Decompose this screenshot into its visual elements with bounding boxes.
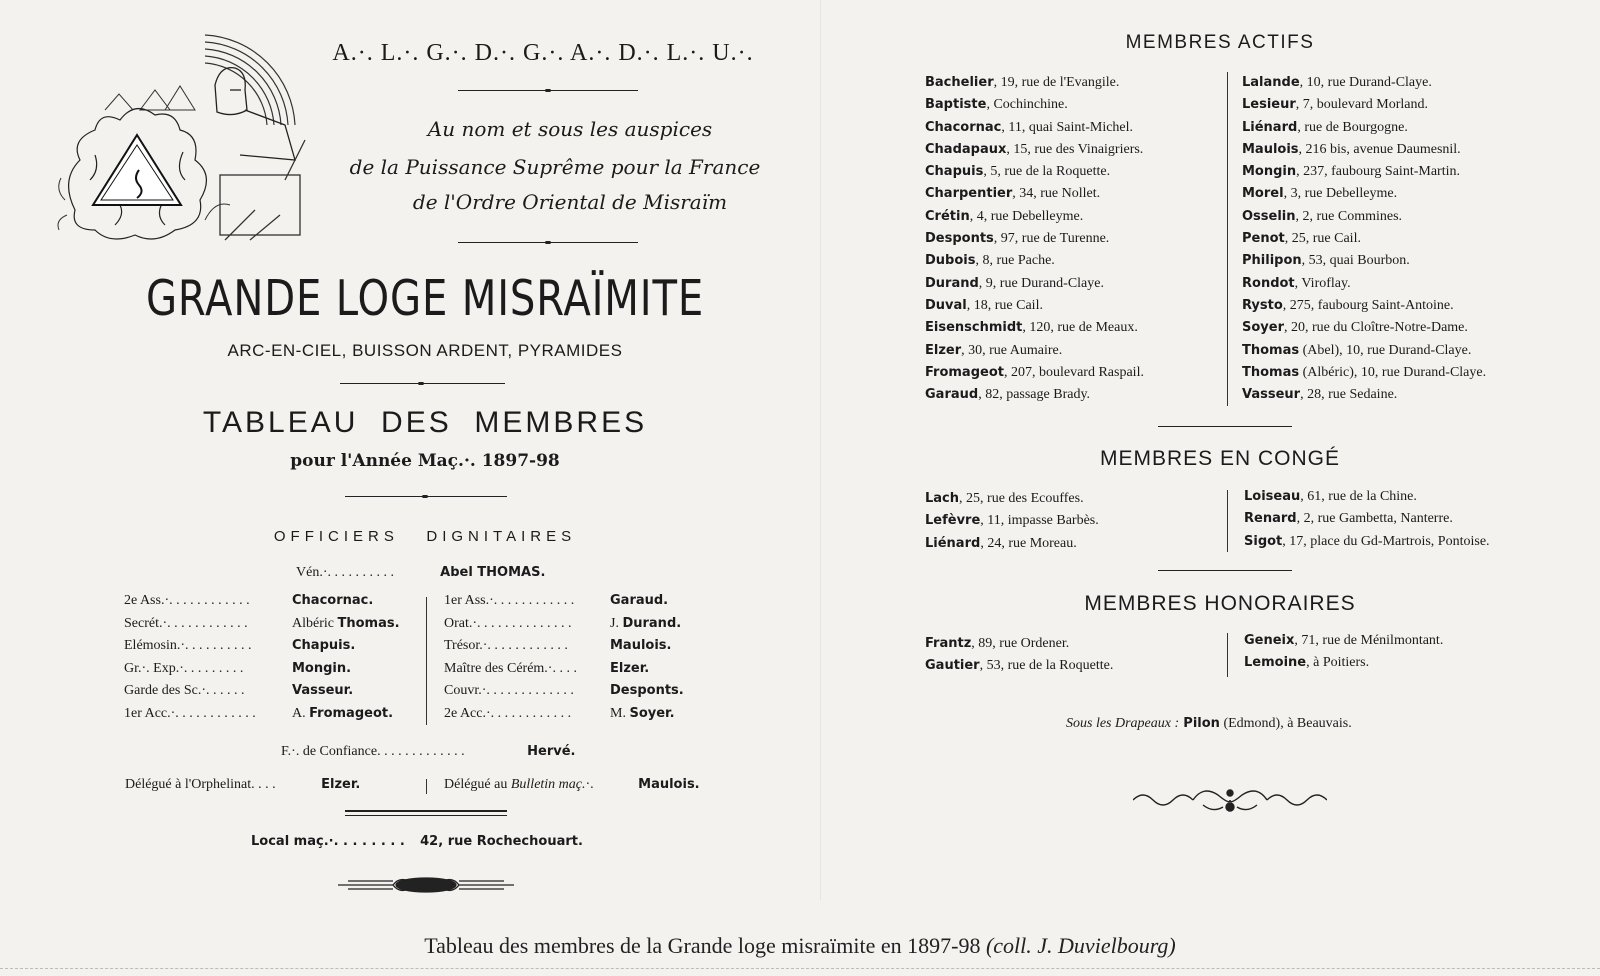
member-name: Thomas [1242, 342, 1300, 358]
member-address: , 89, rue Ordener. [971, 636, 1070, 651]
member-address: , 9, rue Durand-Claye. [978, 275, 1104, 291]
honoraires-left-list [925, 633, 1113, 678]
member-address: , 207, boulevard Raspail. [1003, 364, 1144, 380]
delegate-bulletin: Délégué au Bulletin maç.·. Maulois. [444, 777, 700, 792]
member-name: Charpentier [925, 186, 1013, 202]
double-rule [345, 810, 507, 812]
officer-row [444, 638, 671, 654]
member-row [925, 362, 1144, 384]
ornament-dot [422, 495, 428, 498]
member-row [1244, 630, 1443, 652]
member-row [925, 295, 1144, 317]
officer-firstname: J. [610, 615, 623, 631]
lodge-title: GRANDE LOGE MISRAÏMITE [145, 270, 705, 327]
member-address: (Abel), 10, rue Durand-Claye. [1299, 342, 1472, 358]
actifs-divider [1227, 72, 1228, 406]
member-name: Chacornac [925, 119, 1002, 135]
member-name: Bachelier [925, 75, 994, 90]
member-row [1242, 273, 1486, 295]
officer-name: Soyer. [629, 706, 675, 721]
member-name: Renard [1244, 511, 1297, 527]
member-name: Vasseur [1242, 387, 1301, 403]
member-row [1244, 652, 1443, 674]
emblem-illustration [55, 30, 310, 255]
honoraires-right-list [1244, 630, 1443, 675]
member-name: Osselin [1242, 208, 1296, 224]
officer-title: Couvr.·. . . . . . . . . . . . . [444, 683, 574, 699]
member-address: , 19, rue de l'Evangile. [993, 75, 1120, 90]
officer-title: Garde des Sc.·. . . . . . [124, 683, 245, 699]
officer-title: 2e Acc.·. . . . . . . . . . . . [444, 706, 572, 721]
member-row [1242, 183, 1486, 205]
page-fold [820, 0, 821, 900]
officers-divider [426, 597, 427, 725]
member-name: Durand [925, 275, 979, 291]
member-row [1242, 228, 1486, 250]
officer-row [444, 706, 675, 722]
member-name: Chadapaux [925, 141, 1007, 157]
member-address: , 11, quai Saint-Michel. [1001, 119, 1134, 135]
member-name: Penot [1242, 231, 1285, 247]
member-name: Fromageot [925, 364, 1004, 380]
member-address: , 5, rue de la Roquette. [983, 164, 1111, 180]
member-address: , 11, impasse Barbès. [980, 513, 1099, 529]
member-row [1242, 72, 1486, 94]
member-name: Rysto [1242, 297, 1283, 313]
member-row [925, 340, 1144, 362]
member-name: Crétin [925, 208, 970, 224]
member-name: Liénard [925, 535, 981, 551]
member-address: , 10, rue Durand-Claye. [1299, 75, 1432, 90]
officer-title: 1er Ass.·. . . . . . . . . . . . [444, 593, 575, 608]
ornament-dot [418, 382, 424, 385]
member-address: , Viroflay. [1294, 275, 1351, 291]
officer-row [124, 683, 353, 699]
officer-row [124, 638, 355, 654]
actifs-left-list [925, 72, 1144, 406]
member-row [925, 317, 1144, 339]
member-name: Dubois [925, 253, 976, 269]
tableau-title: TABLEAU DES MEMBRES [202, 406, 648, 439]
delegate-divider [426, 779, 427, 794]
honoraires-heading: MEMBRES HONORAIRES [1084, 592, 1356, 615]
flourish-ornament [338, 874, 514, 896]
member-name: Liénard [1242, 119, 1298, 135]
member-name: Lesieur [1242, 97, 1296, 113]
member-address: , 216 bis, avenue Daumesnil. [1298, 141, 1461, 157]
member-row [1242, 295, 1486, 317]
member-address: , 34, rue Nollet. [1012, 186, 1101, 202]
member-row [1242, 117, 1486, 139]
member-row [925, 228, 1144, 250]
officer-row [444, 593, 668, 609]
member-address: , 28, rue Sedaine. [1300, 387, 1398, 403]
conge-right-list [1244, 486, 1490, 553]
officer-name: Chapuis. [292, 638, 356, 654]
member-row [1242, 206, 1486, 228]
scroll-ornament [1133, 785, 1327, 815]
member-address: , 71, rue de Ménilmontant. [1294, 633, 1444, 648]
conge-heading: MEMBRES EN CONGÉ [1099, 447, 1341, 470]
member-row [925, 633, 1113, 655]
member-row [925, 139, 1144, 161]
officer-row [124, 706, 393, 722]
officer-title: Gr.·. Exp.·. . . . . . . . . [124, 660, 244, 676]
member-address: , 8, rue Pache. [975, 253, 1055, 269]
member-name: Mongin [1242, 164, 1297, 180]
member-name: Garaud [925, 387, 979, 403]
member-address: , 2, rue Gambetta, Nanterre. [1296, 511, 1453, 527]
officer-row [444, 683, 684, 699]
member-name: Soyer [1242, 320, 1284, 336]
member-address: , 7, boulevard Morland. [1295, 97, 1428, 113]
officer-title: 2e Ass.·. . . . . . . . . . . . [124, 593, 250, 608]
member-row [925, 273, 1144, 295]
member-address: , 53, quai Bourbon. [1301, 253, 1410, 269]
member-row [925, 117, 1144, 139]
member-address: , 275, faubourg Saint-Antoine. [1282, 297, 1454, 313]
member-row [1244, 531, 1490, 553]
member-row [1242, 317, 1486, 339]
member-address: , 30, rue Aumaire. [961, 342, 1063, 358]
member-name: Lemoine [1244, 655, 1307, 671]
officer-ven: Vén.·. . . . . . . . . . Abel THOMAS. [296, 565, 546, 580]
member-row [1242, 362, 1486, 384]
caption: Tableau des membres de la Grande loge misraïmite en 1897-98 (coll. J. Duvielbourg) [424, 933, 1176, 958]
officer-name: Fromageot. [309, 706, 394, 721]
member-row [1244, 508, 1490, 530]
officer-name: Chacornac. [292, 593, 374, 608]
member-name: Geneix [1244, 633, 1295, 648]
member-address: , 24, rue Moreau. [980, 535, 1077, 551]
ornament-dot [545, 241, 551, 244]
member-row [925, 488, 1099, 510]
auspices-line-3: de l'Ordre Oriental de Misraïm [412, 190, 728, 214]
section-rule [1158, 570, 1292, 571]
officer-title: 1er Acc.·. . . . . . . . . . . . [124, 706, 256, 721]
member-name: Elzer [925, 342, 962, 358]
officer-title: Secrét.·. . . . . . . . . . . . [124, 615, 248, 631]
auspices-line-2: de la Puissance Suprême pour la France [349, 155, 761, 179]
member-name: Philipon [1242, 253, 1302, 269]
member-row [1242, 94, 1486, 116]
officer-confiance: F.·. de Confiance. . . . . . . . . . . . . Hervé. [281, 744, 576, 759]
member-row [925, 161, 1144, 183]
member-row [925, 94, 1144, 116]
member-name: Eisenschmidt [925, 320, 1023, 336]
member-row [925, 533, 1099, 555]
officer-name: Maulois. [610, 638, 672, 654]
officer-name: Mongin. [292, 660, 352, 676]
officer-name: Durand. [622, 615, 682, 631]
conge-left-list [925, 488, 1099, 555]
officer-name: Elzer. [610, 660, 650, 676]
member-address: (Albéric), 10, rue Durand-Claye. [1299, 364, 1487, 380]
officer-row [444, 661, 649, 677]
ornament-dot [545, 89, 551, 92]
member-address: , 20, rue du Cloître-Notre-Dame. [1284, 320, 1468, 336]
officer-row [124, 593, 373, 609]
member-address: , 4, rue Debelleyme. [969, 208, 1084, 224]
member-row [925, 250, 1144, 272]
member-name: Rondot [1242, 275, 1295, 291]
drapeaux-line: Sous les Drapeaux : Pilon (Edmond), à Beauvais. [1066, 716, 1352, 731]
member-name: Lach [925, 491, 960, 506]
member-name: Lalande [1242, 75, 1300, 90]
abbreviation-line: A.·. L.·. G.·. D.·. G.·. A.·. D.·. L.·. U.·. [332, 40, 754, 66]
member-name: Duval [925, 297, 967, 313]
officer-name: Desponts. [610, 683, 684, 699]
honoraires-divider [1227, 633, 1228, 677]
section-rule [1158, 426, 1292, 427]
member-row [1244, 486, 1490, 508]
member-row [925, 183, 1144, 205]
officer-name: Garaud. [610, 593, 669, 608]
member-row [925, 655, 1113, 677]
local-address: Local maç.·. . . . . . . . 42, rue Rochechouart. [251, 834, 583, 849]
officer-name: Thomas. [337, 615, 400, 631]
officer-row [444, 616, 681, 632]
member-address: , rue de Bourgogne. [1297, 119, 1408, 135]
member-row [1242, 161, 1486, 183]
member-address: , 25, rue des Ecouffes. [959, 491, 1084, 506]
member-address: , 82, passage Brady. [978, 387, 1091, 403]
auspices-line-1: Au nom et sous les auspices [427, 117, 713, 141]
officer-row [124, 661, 351, 677]
member-address: , 17, place du Gd-Martrois, Pontoise. [1282, 533, 1490, 549]
member-name: Maulois [1242, 141, 1299, 157]
member-name: Thomas [1242, 364, 1300, 380]
member-address: , 15, rue des Vinaigriers. [1006, 141, 1144, 157]
officer-firstname: A. [292, 706, 310, 721]
officer-title: Trésor.·. . . . . . . . . . . . [444, 638, 568, 654]
double-rule [345, 815, 507, 816]
member-name: Morel [1242, 186, 1284, 202]
member-address: , Cochinchine. [986, 97, 1068, 113]
delegate-orphelinat: Délégué à l'Orphelinat. . . . Elzer. [125, 777, 361, 792]
officer-firstname: M. [610, 706, 630, 721]
member-row [1242, 250, 1486, 272]
member-address: , à Poitiers. [1306, 655, 1370, 671]
member-row [1242, 384, 1486, 406]
actifs-heading: MEMBRES ACTIFS [1125, 32, 1315, 53]
conge-divider [1227, 490, 1228, 552]
member-address: , 2, rue Commines. [1295, 208, 1403, 224]
member-name: Gautier [925, 658, 980, 674]
officer-firstname: Albéric [292, 615, 338, 631]
member-row [925, 510, 1099, 532]
member-row [1242, 340, 1486, 362]
member-address: , 53, rue de la Roquette. [979, 658, 1114, 674]
member-name: Loiseau [1244, 489, 1301, 504]
member-row [925, 384, 1144, 406]
member-address: , 61, rue de la Chine. [1300, 489, 1417, 504]
officer-name: Vasseur. [292, 683, 354, 699]
member-address: , 25, rue Cail. [1284, 231, 1361, 247]
bottom-edge [0, 968, 1600, 970]
member-row [925, 72, 1144, 94]
member-name: Baptiste [925, 97, 987, 113]
member-name: Frantz [925, 636, 972, 651]
officer-title: Elémosin.·. . . . . . . . . . [124, 638, 252, 654]
officers-heading: OFFICIERS DIGNITAIRES [273, 528, 577, 545]
member-address: , 237, faubourg Saint-Martin. [1296, 164, 1460, 180]
member-row [1242, 139, 1486, 161]
lodge-subtitle: ARC-EN-CIEL, BUISSON ARDENT, PYRAMIDES [227, 341, 623, 360]
member-address: , 120, rue de Meaux. [1022, 320, 1138, 336]
member-address: , 3, rue Debelleyme. [1283, 186, 1398, 202]
member-row [925, 206, 1144, 228]
year-line: pour l'Année Maç.·. 1897-98 [290, 451, 560, 471]
member-address: , 97, rue de Turenne. [993, 231, 1110, 247]
actifs-right-list [1242, 72, 1486, 406]
member-name: Sigot [1244, 533, 1283, 549]
member-name: Desponts [925, 231, 994, 247]
officer-row [124, 616, 400, 632]
member-name: Lefèvre [925, 513, 981, 529]
officer-title: Maître des Cérém.·. . . . [444, 660, 577, 676]
officer-title: Orat.·. . . . . . . . . . . . . . [444, 615, 572, 631]
member-name: Chapuis [925, 164, 984, 180]
member-address: , 18, rue Cail. [966, 297, 1043, 313]
